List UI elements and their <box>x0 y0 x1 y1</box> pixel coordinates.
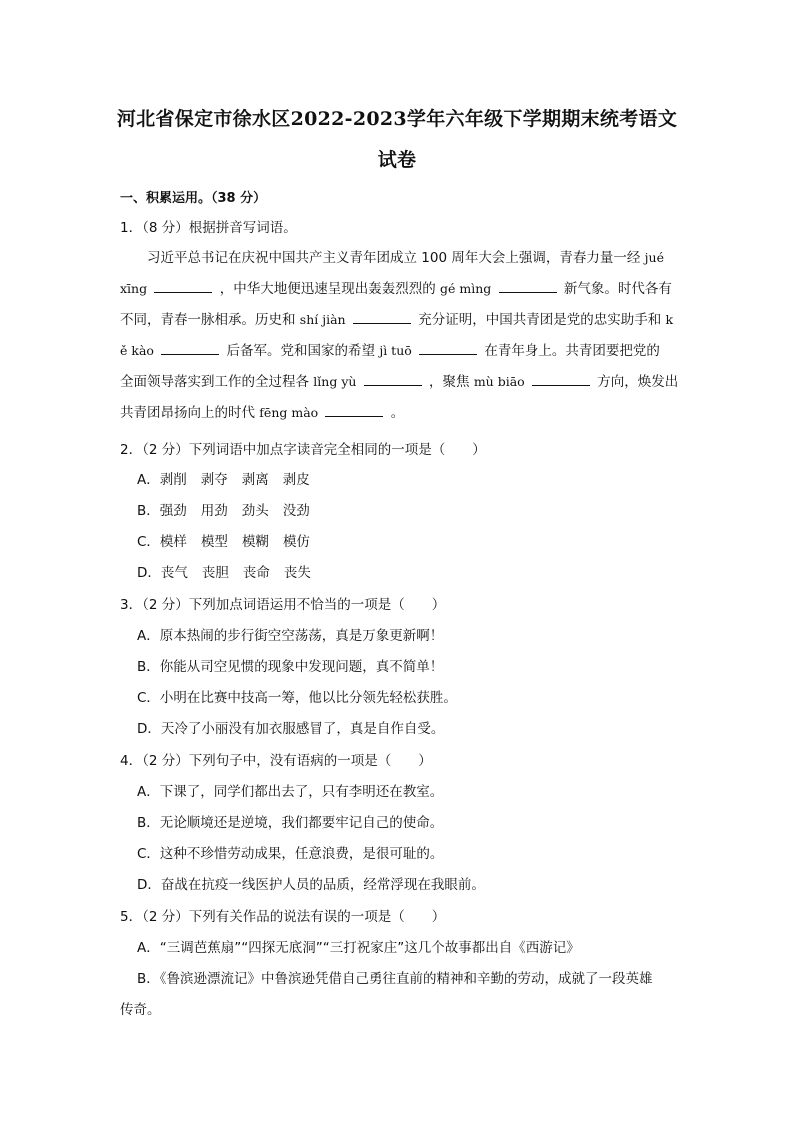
word: 模型 <box>200 534 228 550</box>
passage-text: 不同，青春一脉相承。历史和 <box>120 312 296 328</box>
pinyin-mubiao: mù biāo <box>473 374 525 389</box>
word: 剥夺 <box>200 472 228 488</box>
pinyin-jituo: jì tuō <box>379 343 412 358</box>
question-3-option-b[interactable]: B．你能从司空见惯的现象中发现问题，真不简单！ <box>137 659 444 675</box>
pinyin-fengmao: fēng mào <box>259 405 319 420</box>
answer-blank[interactable] <box>364 371 422 386</box>
passage-text: 习近平总书记在庆祝中国共产主义青年团成立 100 周年大会上强调，青春力量一经 <box>147 250 641 266</box>
word: D．丧气 <box>137 565 188 581</box>
word: 没劲 <box>282 503 310 519</box>
question-2-option-b[interactable] <box>137 499 324 519</box>
question-4-stem: 4．（2 分）下列句子中，没有语病的一项是（ ） <box>120 753 432 769</box>
answer-blank[interactable] <box>532 371 590 386</box>
question-5-option-b-continued: 传奇。 <box>120 1002 161 1018</box>
passage-text: 充分证明，中国共青团是党的忠实助手和 <box>418 312 662 328</box>
word: B．强劲 <box>137 503 187 519</box>
answer-blank[interactable] <box>161 340 219 355</box>
word: C．模样 <box>137 534 187 550</box>
question-4-option-b[interactable]: B．无论顺境还是逆境，我们都要牢记自己的使命。 <box>137 815 444 831</box>
question-1-passage <box>120 242 679 428</box>
question-5-stem: 5．（2 分）下列有关作品的说法有误的一项是（ ） <box>120 909 446 925</box>
word: 丧失 <box>283 565 311 581</box>
question-4-option-d[interactable]: D．奋战在抗疫一线医护人员的品质，经常浮现在我眼前。 <box>137 877 485 893</box>
word: A．剥削 <box>137 472 187 488</box>
pinyin-jue: jué <box>644 250 664 265</box>
passage-text: ，聚焦 <box>429 374 470 390</box>
word: 模糊 <box>241 534 269 550</box>
pinyin-k: k <box>665 312 674 327</box>
page-title-line2: 试卷 <box>377 149 417 171</box>
pinyin-xing: xīng <box>120 281 148 296</box>
passage-text: 全面领导落实到工作的全过程各 <box>120 374 309 390</box>
answer-blank[interactable] <box>499 278 557 293</box>
question-3-option-d[interactable]: D．天冷了小丽没有加衣服感冒了，真是自作自受。 <box>137 721 445 737</box>
word: 模仿 <box>282 534 310 550</box>
answer-blank[interactable] <box>419 340 477 355</box>
question-4-option-a[interactable]: A．下课了，同学们都出去了，只有李明还在教室。 <box>137 784 444 800</box>
answer-blank[interactable] <box>154 278 212 293</box>
question-5-option-b[interactable]: B．《鲁滨逊漂流记》中鲁滨逊凭借自己勇往直前的精神和辛勤的劳动，成就了一段英雄 <box>137 971 653 987</box>
passage-text: 。 <box>390 405 405 421</box>
passage-text: ，中华大地便迅速呈现出轰轰烈烈的 <box>219 281 436 297</box>
question-2-stem: 2．（2 分）下列词语中加点字读音完全相同的一项是（ ） <box>120 442 486 458</box>
passage-text: 方向，焕发出 <box>597 374 679 390</box>
word: 丧命 <box>242 565 270 581</box>
pinyin-geming: gé mìng <box>440 281 492 296</box>
question-5-option-a[interactable]: A．“三调芭蕉扇”“四探无底洞”“三打祝家庄”这几个故事都出自《西游记》 <box>137 940 580 956</box>
question-2-option-a[interactable] <box>137 468 324 488</box>
question-2-option-c[interactable] <box>137 530 324 550</box>
section-heading: 一、积累运用。（38 分） <box>120 191 267 206</box>
passage-text: 后备军。党和国家的希望 <box>226 343 376 359</box>
passage-text: 新气象。时代各有 <box>563 281 672 297</box>
question-3-stem: 3．（2 分）下列加点词语运用不恰当的一项是（ ） <box>120 597 446 613</box>
question-4-option-c[interactable]: C．这种不珍惜劳动成果，任意浪费，是很可耻的。 <box>137 846 444 862</box>
answer-blank[interactable] <box>325 402 383 417</box>
word: 丧胆 <box>201 565 229 581</box>
passage-text: 在青年身上。共青团要把党的 <box>484 343 660 359</box>
question-1-stem: 1．（8 分）根据拼音写词语。 <box>120 220 297 236</box>
question-3-option-a[interactable]: A．原本热闹的步行街空空荡荡，真是万象更新啊！ <box>137 628 444 644</box>
word: 剥离 <box>241 472 269 488</box>
passage-text: 共青团昂扬向上的时代 <box>120 405 255 421</box>
word: 剥皮 <box>282 472 310 488</box>
page-title-line1: 河北省保定市徐水区2022-2023学年六年级下学期期末统考语文 <box>116 108 678 130</box>
answer-blank[interactable] <box>353 309 411 324</box>
pinyin-lingyu: lǐng yù <box>313 374 357 389</box>
word: 劲头 <box>241 503 269 519</box>
pinyin-kao: ě kào <box>120 343 154 358</box>
question-2-option-d[interactable] <box>137 561 325 581</box>
question-3-option-c[interactable]: C．小明在比赛中技高一筹，他以比分领先轻松获胜。 <box>137 690 457 706</box>
pinyin-shijian: shí jiàn <box>299 312 346 327</box>
word: 用劲 <box>200 503 228 519</box>
